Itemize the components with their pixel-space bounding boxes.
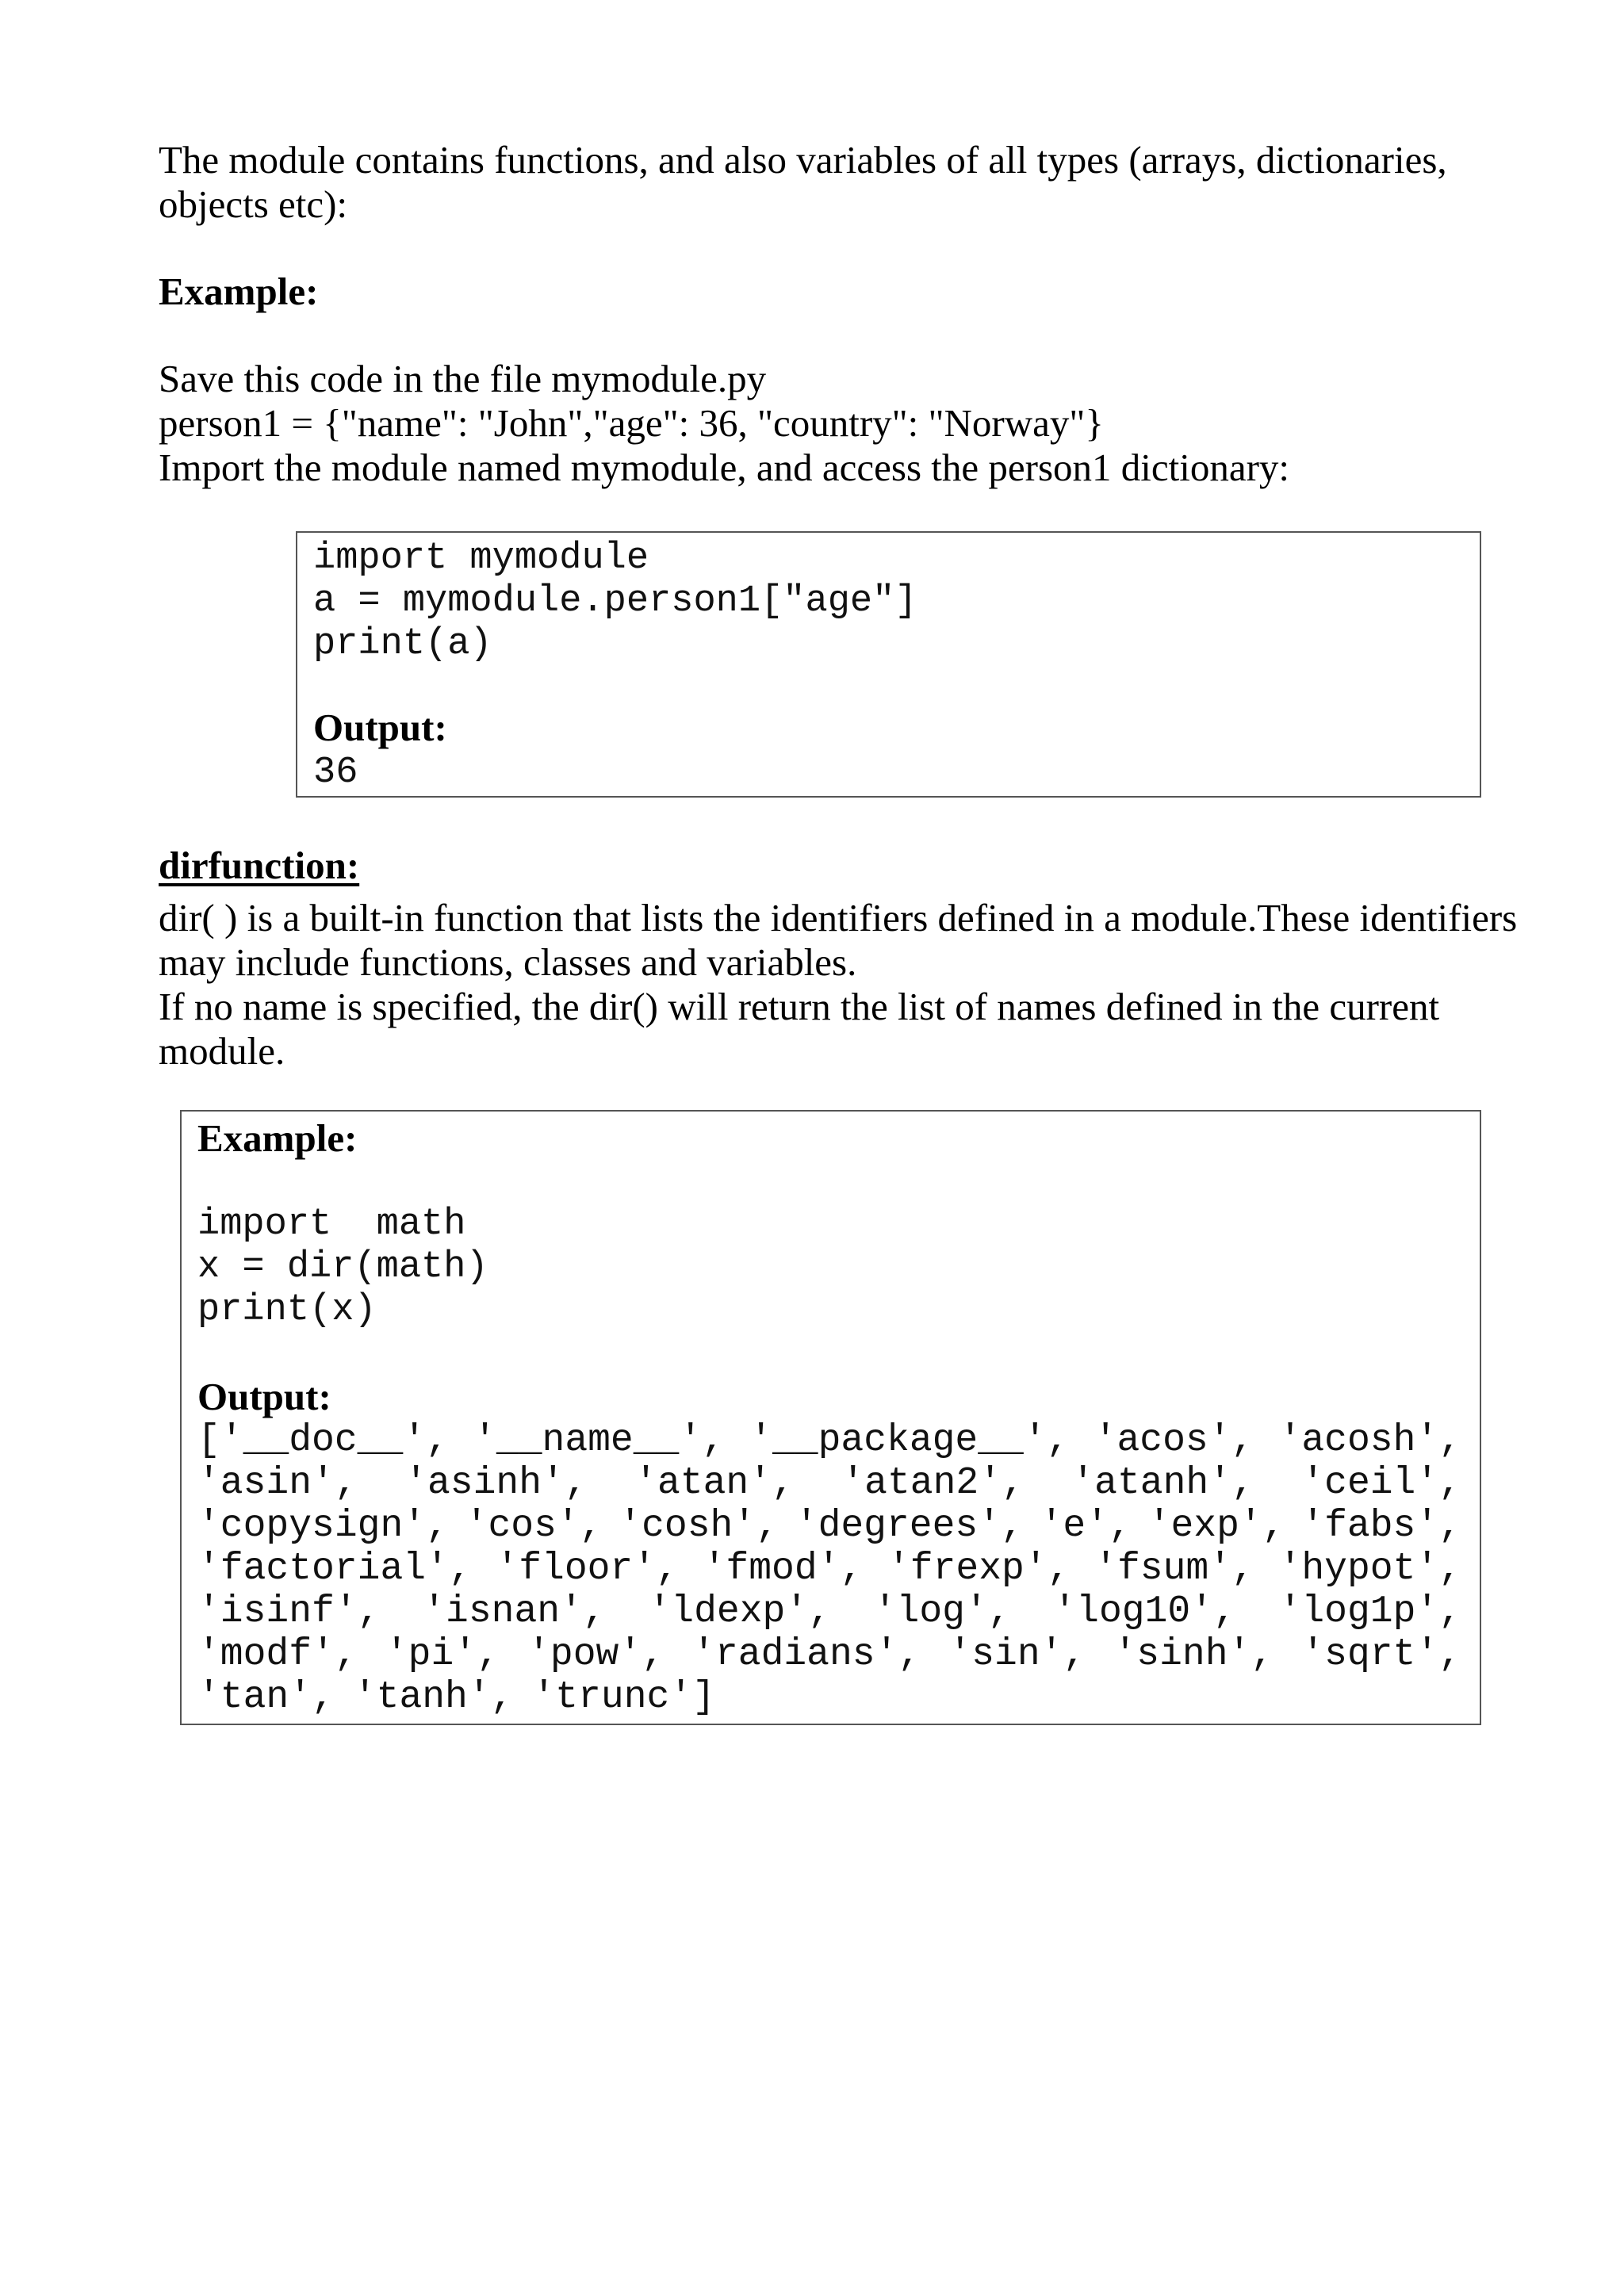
save-instruction: Save this code in the file mymodule.py: [159, 357, 767, 400]
output-token: 'asin',: [197, 1462, 358, 1505]
output-token: 'degrees',: [795, 1505, 1024, 1548]
intro-line-2: objects etc):: [159, 182, 348, 226]
output-token: 'tanh',: [353, 1676, 514, 1719]
paragraph-line: may include functions, classes and variables.: [159, 940, 857, 984]
output-token: 'modf',: [197, 1633, 358, 1676]
output-token: 'exp',: [1147, 1505, 1285, 1548]
output-token: 'ldexp',: [648, 1590, 831, 1633]
code-line: x = dir(math): [197, 1246, 488, 1288]
output-line: [197, 1590, 1461, 1633]
output-line: [197, 1505, 1461, 1548]
output-token: '__package__',: [749, 1419, 1070, 1462]
output-token: 'floor',: [496, 1548, 679, 1590]
output-token: 'sin',: [948, 1633, 1086, 1676]
output-token: 'hypot',: [1278, 1548, 1461, 1590]
output-token: 'e',: [1040, 1505, 1132, 1548]
output-line: [197, 1633, 1461, 1676]
example-heading: Example:: [159, 270, 319, 313]
output-token: '__name__',: [473, 1419, 725, 1462]
output-value: 36: [313, 752, 358, 794]
output-line: [197, 1676, 715, 1719]
output-token: 'fsum',: [1094, 1548, 1254, 1590]
output-label: Output:: [197, 1375, 331, 1418]
output-token: 'cosh',: [619, 1505, 779, 1548]
code-line: import math: [197, 1203, 466, 1246]
code-line: print(x): [197, 1289, 377, 1331]
person-dict-line: person1 = {"name": "John","age": 36, "country": "Norway"}: [159, 401, 1104, 445]
output-line: [197, 1419, 1461, 1462]
code-line: print(a): [313, 623, 492, 665]
section-heading: dirfunction:: [159, 844, 360, 887]
output-token: 'ceil',: [1301, 1462, 1461, 1505]
output-token: 'log1p',: [1278, 1590, 1461, 1633]
output-token: 'isinf',: [197, 1590, 381, 1633]
code-box-1: [296, 531, 1481, 798]
output-token: 'acosh',: [1278, 1419, 1461, 1462]
code-box-2: [180, 1110, 1481, 1725]
output-token: 'log',: [873, 1590, 1011, 1633]
paragraph-line: If no name is specified, the dir() will return the list of names defined in the current: [159, 985, 1440, 1028]
code-line: a = mymodule.person1["age"]: [313, 580, 917, 622]
output-token: 'cos',: [465, 1505, 603, 1548]
output-line: [197, 1462, 1461, 1505]
output-token: 'atan2',: [841, 1462, 1025, 1505]
paragraph-line: dir( ) is a built-in function that lists the identifiers defined in a module.These identifiers: [159, 896, 1518, 939]
output-token: 'radians',: [692, 1633, 921, 1676]
paragraph-line: module.: [159, 1029, 285, 1073]
output-token: 'pi',: [385, 1633, 500, 1676]
output-token: 'pow',: [527, 1633, 665, 1676]
output-token: 'sqrt',: [1301, 1633, 1461, 1676]
output-token: 'log10',: [1053, 1590, 1236, 1633]
output-token: 'atan',: [634, 1462, 795, 1505]
code-line: import mymodule: [313, 538, 649, 580]
import-instruction: Import the module named mymodule, and access the person1 dictionary:: [159, 446, 1290, 489]
output-token: 'copysign',: [197, 1505, 449, 1548]
intro-line-1: The module contains functions, and also variables of all types (arrays, dictionaries,: [159, 138, 1447, 182]
output-token: 'isnan',: [423, 1590, 606, 1633]
output-token: 'trunc']: [532, 1676, 715, 1719]
output-token: 'factorial',: [197, 1548, 472, 1590]
output-token: 'frexp',: [887, 1548, 1071, 1590]
output-token: 'acos',: [1094, 1419, 1254, 1462]
output-line: [197, 1548, 1461, 1590]
output-token: 'tan',: [197, 1676, 335, 1719]
output-label: Output:: [313, 706, 447, 749]
output-token: 'sinh',: [1113, 1633, 1274, 1676]
output-token: 'asinh',: [404, 1462, 588, 1505]
example-heading: Example:: [197, 1116, 358, 1160]
output-token: 'fmod',: [703, 1548, 864, 1590]
output-token: 'fabs',: [1301, 1505, 1461, 1548]
output-token: ['__doc__',: [197, 1419, 449, 1462]
output-token: 'atanh',: [1071, 1462, 1254, 1505]
